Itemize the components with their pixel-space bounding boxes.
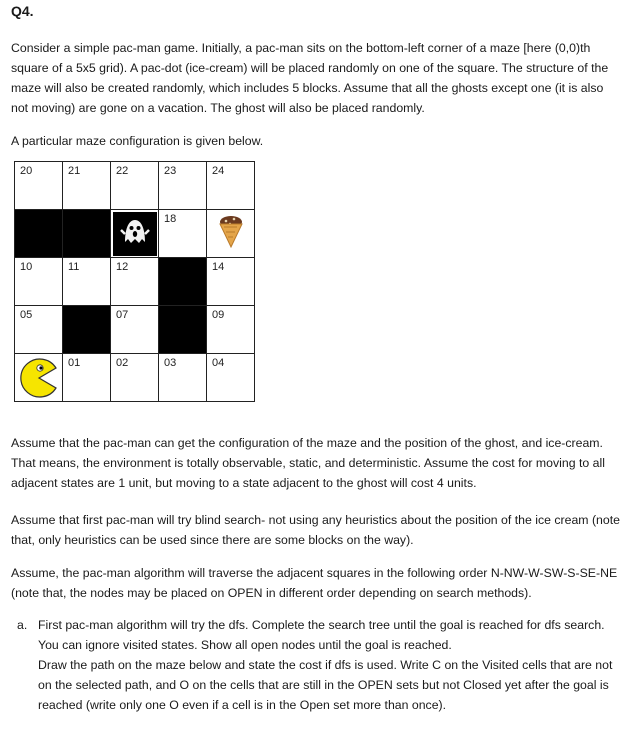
cell-label: 01 bbox=[68, 357, 81, 369]
maze-cell bbox=[207, 354, 255, 402]
cell-label: 24 bbox=[212, 165, 225, 177]
maze-cell bbox=[111, 354, 159, 402]
cell-label: 05 bbox=[20, 309, 33, 321]
maze-cell bbox=[15, 354, 63, 402]
part-a-line1: First pac-man algorithm will try the dfs. Complete the search tree until the goal is reached for dfs search. You can ignore visited states. Show all open nodes until the goal is reached. bbox=[38, 618, 605, 652]
cell-label: 07 bbox=[116, 309, 129, 321]
maze-cell bbox=[15, 306, 63, 354]
maze-cell bbox=[111, 258, 159, 306]
maze-cell bbox=[207, 258, 255, 306]
cell-label: 21 bbox=[68, 165, 81, 177]
intro-paragraph: Consider a simple pac-man game. Initially, a pac-man sits on the bottom-left corner of a maze [here (0,0)th square of a 5x5 grid). A pac-dot (ice-cream) will be placed randomly on one of the square. The structure of the maze will also be created randomly, which includes 5 blocks. Assume that all the ghosts except one (it is also not moving) are gone on a vacation. The ghost will also be placed randomly. bbox=[11, 41, 609, 115]
blind-search-paragraph: Assume that first pac-man will try blind search- not using any heuristics about the position of the ice cream (note that, only heuristics can be used since there are some blocks on the way). bbox=[11, 513, 620, 547]
question-label: Q4. bbox=[11, 3, 34, 19]
cell-label: 02 bbox=[116, 357, 129, 369]
part-a-item bbox=[17, 615, 623, 715]
cell-label: 18 bbox=[164, 213, 177, 225]
cell-label: 04 bbox=[212, 357, 225, 369]
cell-label: 20 bbox=[20, 165, 33, 177]
maze-block-cell bbox=[63, 210, 111, 258]
maze-block-cell bbox=[63, 306, 111, 354]
maze-cell bbox=[63, 162, 111, 210]
observability-paragraph: Assume that the pac-man can get the configuration of the maze and the position of the ghost, and ice-cream. That means, the environment is totally observable, static, and deterministic. Assume the cost for moving to all adjacent states are 1 unit, but moving to a state adjacent to the ghost will cost 4 units. bbox=[11, 436, 605, 490]
maze-cell bbox=[15, 162, 63, 210]
cell-label: 12 bbox=[116, 261, 129, 273]
cell-label: 09 bbox=[212, 309, 225, 321]
maze-cell bbox=[111, 162, 159, 210]
maze-cell bbox=[159, 162, 207, 210]
maze-cell bbox=[159, 210, 207, 258]
cell-label: 14 bbox=[212, 261, 225, 273]
maze-block-cell bbox=[15, 210, 63, 258]
maze-block-cell bbox=[159, 258, 207, 306]
maze-cell bbox=[63, 354, 111, 402]
maze-cell bbox=[207, 306, 255, 354]
maze-cell bbox=[15, 258, 63, 306]
maze-cell bbox=[159, 354, 207, 402]
maze-cell bbox=[111, 210, 159, 258]
cell-label: 10 bbox=[20, 261, 33, 273]
part-a-line2: Draw the path on the maze below and state the cost if dfs is used. Write C on the Visited cells that are not on the selected path, and O on the cells that are still in the OPEN sets but not Closed yet after the goal is reached (write only one O even if a cell is in the Open set more than once). bbox=[38, 658, 613, 712]
cell-label: 11 bbox=[68, 261, 80, 273]
cell-label: 22 bbox=[116, 165, 129, 177]
part-a-marker: a. bbox=[17, 618, 28, 632]
maze-cell bbox=[63, 258, 111, 306]
traversal-order-paragraph: Assume, the pac-man algorithm will traverse the adjacent squares in the following order N-NW-W-SW-S-SE-NE (note that, the nodes may be placed on OPEN in different order depending on search methods). bbox=[11, 566, 618, 600]
maze-block-cell bbox=[159, 306, 207, 354]
maze-cell bbox=[207, 162, 255, 210]
maze-cell bbox=[207, 210, 255, 258]
maze-cell bbox=[111, 306, 159, 354]
maze-intro-paragraph: A particular maze configuration is given below. bbox=[11, 134, 264, 148]
cell-label: 03 bbox=[164, 357, 177, 369]
cell-label: 23 bbox=[164, 165, 177, 177]
maze-grid bbox=[14, 161, 255, 402]
